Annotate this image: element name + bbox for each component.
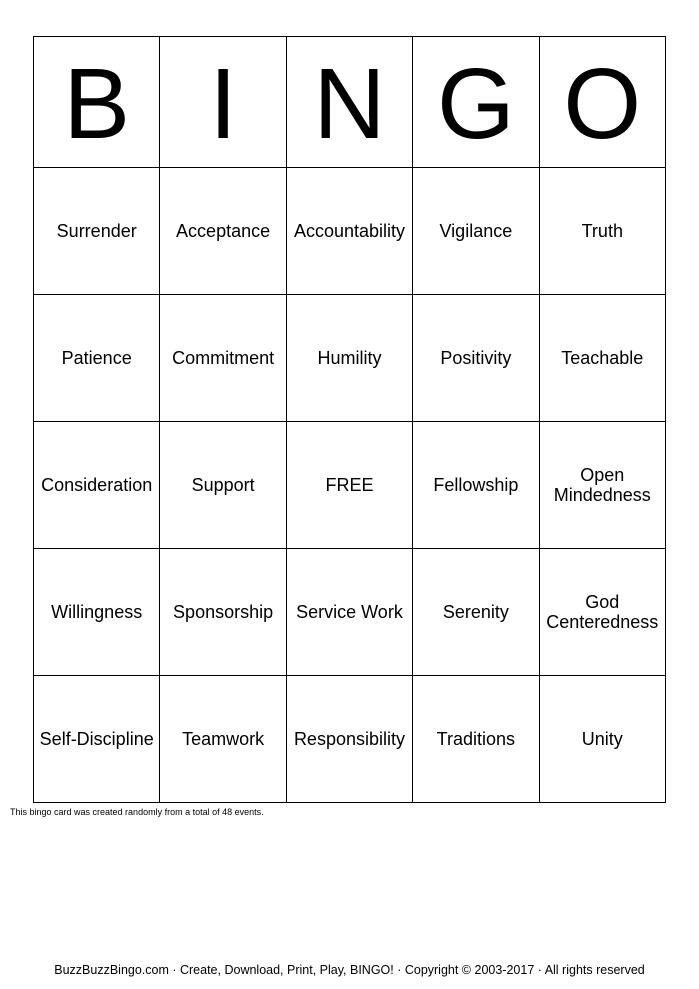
- bingo-cell: Responsibility: [286, 676, 412, 803]
- bingo-cell: Teachable: [539, 295, 665, 422]
- bingo-cell: Fellowship: [413, 422, 539, 549]
- header-letter-i: I: [160, 37, 286, 168]
- card-footnote: This bingo card was created randomly from a total of 48 events.: [10, 807, 264, 817]
- header-letter-b: B: [34, 37, 160, 168]
- bingo-cell: Service Work: [286, 549, 412, 676]
- bingo-cell: Truth: [539, 168, 665, 295]
- bingo-cell: Positivity: [413, 295, 539, 422]
- bingo-cell: Willingness: [34, 549, 160, 676]
- bingo-cell: Consideration: [34, 422, 160, 549]
- bingo-cell: Humility: [286, 295, 412, 422]
- bingo-cell: Commitment: [160, 295, 286, 422]
- bingo-row: [34, 549, 666, 676]
- bingo-cell: Open Mindedness: [539, 422, 665, 549]
- bingo-cell: Sponsorship: [160, 549, 286, 676]
- bingo-cell: Surrender: [34, 168, 160, 295]
- bingo-cell: Unity: [539, 676, 665, 803]
- bingo-cell: Self-Discipline: [34, 676, 160, 803]
- bingo-row: [34, 676, 666, 803]
- bingo-cell: Acceptance: [160, 168, 286, 295]
- bingo-row: [34, 422, 666, 549]
- bingo-cell: Serenity: [413, 549, 539, 676]
- header-letter-n: N: [286, 37, 412, 168]
- bingo-header-row: [34, 37, 666, 168]
- bingo-cell: Vigilance: [413, 168, 539, 295]
- free-space-cell: FREE: [286, 422, 412, 549]
- bingo-cell: Teamwork: [160, 676, 286, 803]
- bingo-card: [33, 36, 666, 803]
- header-letter-o: O: [539, 37, 665, 168]
- bingo-cell: Traditions: [413, 676, 539, 803]
- bingo-cell: Support: [160, 422, 286, 549]
- site-footer: BuzzBuzzBingo.com · Create, Download, Print, Play, BINGO! · Copyright © 2003-2017 · All rights reserved: [54, 963, 645, 977]
- bingo-row: [34, 168, 666, 295]
- bingo-cell: Accountability: [286, 168, 412, 295]
- header-letter-g: G: [413, 37, 539, 168]
- bingo-row: [34, 295, 666, 422]
- bingo-cell: Patience: [34, 295, 160, 422]
- bingo-cell: God Centeredness: [539, 549, 665, 676]
